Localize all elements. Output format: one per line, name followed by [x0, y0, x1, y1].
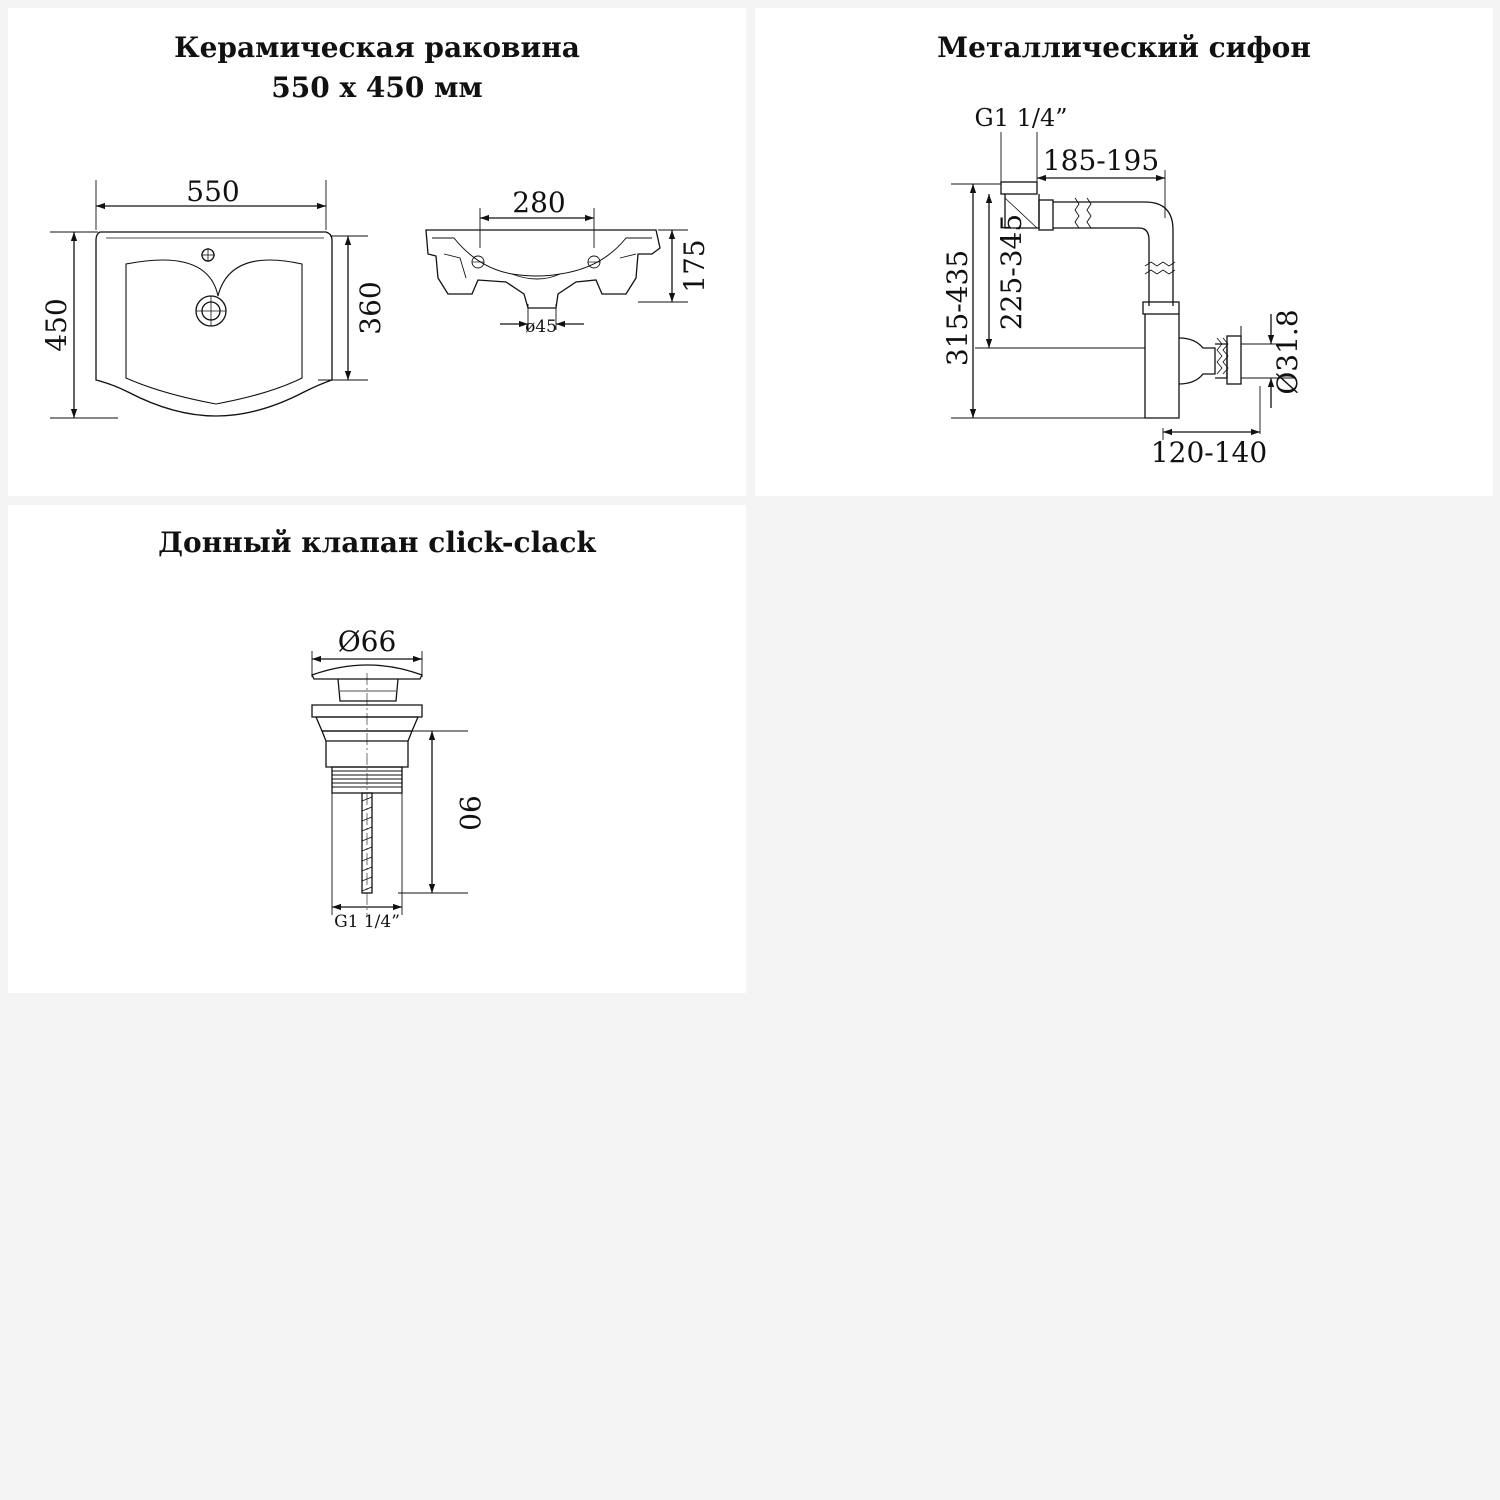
- dim-siphon-thread: G1 1/4”: [974, 104, 1068, 132]
- valve-drawing: [8, 505, 746, 993]
- dim-outlet-diameter: Ø31.8: [1271, 309, 1304, 395]
- siphon-body: [1145, 314, 1179, 418]
- dim-valve-thread: G1 1/4”: [334, 912, 400, 932]
- dim-cap-66: Ø66: [337, 625, 397, 658]
- sink-panel: [8, 8, 746, 496]
- siphon-horizontal-pipe: [1053, 202, 1173, 306]
- sink-side-outline: [426, 230, 660, 308]
- sink-subtitle: 550 x 450 мм: [271, 71, 483, 104]
- dim-225-345: 225-345: [995, 213, 1028, 331]
- valve-panel: [8, 505, 746, 993]
- dim-drain-45: ø45: [525, 317, 557, 337]
- dim-550: 550: [186, 175, 240, 208]
- siphon-panel: [755, 8, 1493, 496]
- dim-120-140: 120-140: [1150, 436, 1268, 469]
- sink-title: Керамическая раковина: [174, 31, 580, 64]
- dim-450: 450: [40, 298, 73, 352]
- dim-185-195: 185-195: [1042, 144, 1160, 177]
- dim-175: 175: [678, 239, 711, 293]
- siphon-drawing: [755, 8, 1493, 496]
- siphon-outlet-flange: [1227, 336, 1241, 384]
- siphon-top-flange: [1001, 182, 1037, 194]
- sink-bowl-outline: [126, 260, 302, 404]
- dim-valve-90: 90: [453, 795, 486, 831]
- siphon-coupling: [1039, 200, 1053, 230]
- dim-360: 360: [354, 281, 387, 335]
- dim-315-435: 315-435: [941, 249, 974, 367]
- sink-drawing: [8, 8, 746, 496]
- valve-title: Донный клапан click-clack: [158, 526, 596, 559]
- siphon-title: Металлический сифон: [937, 31, 1311, 64]
- sink-top-outline: [96, 232, 332, 416]
- dim-280: 280: [512, 186, 566, 219]
